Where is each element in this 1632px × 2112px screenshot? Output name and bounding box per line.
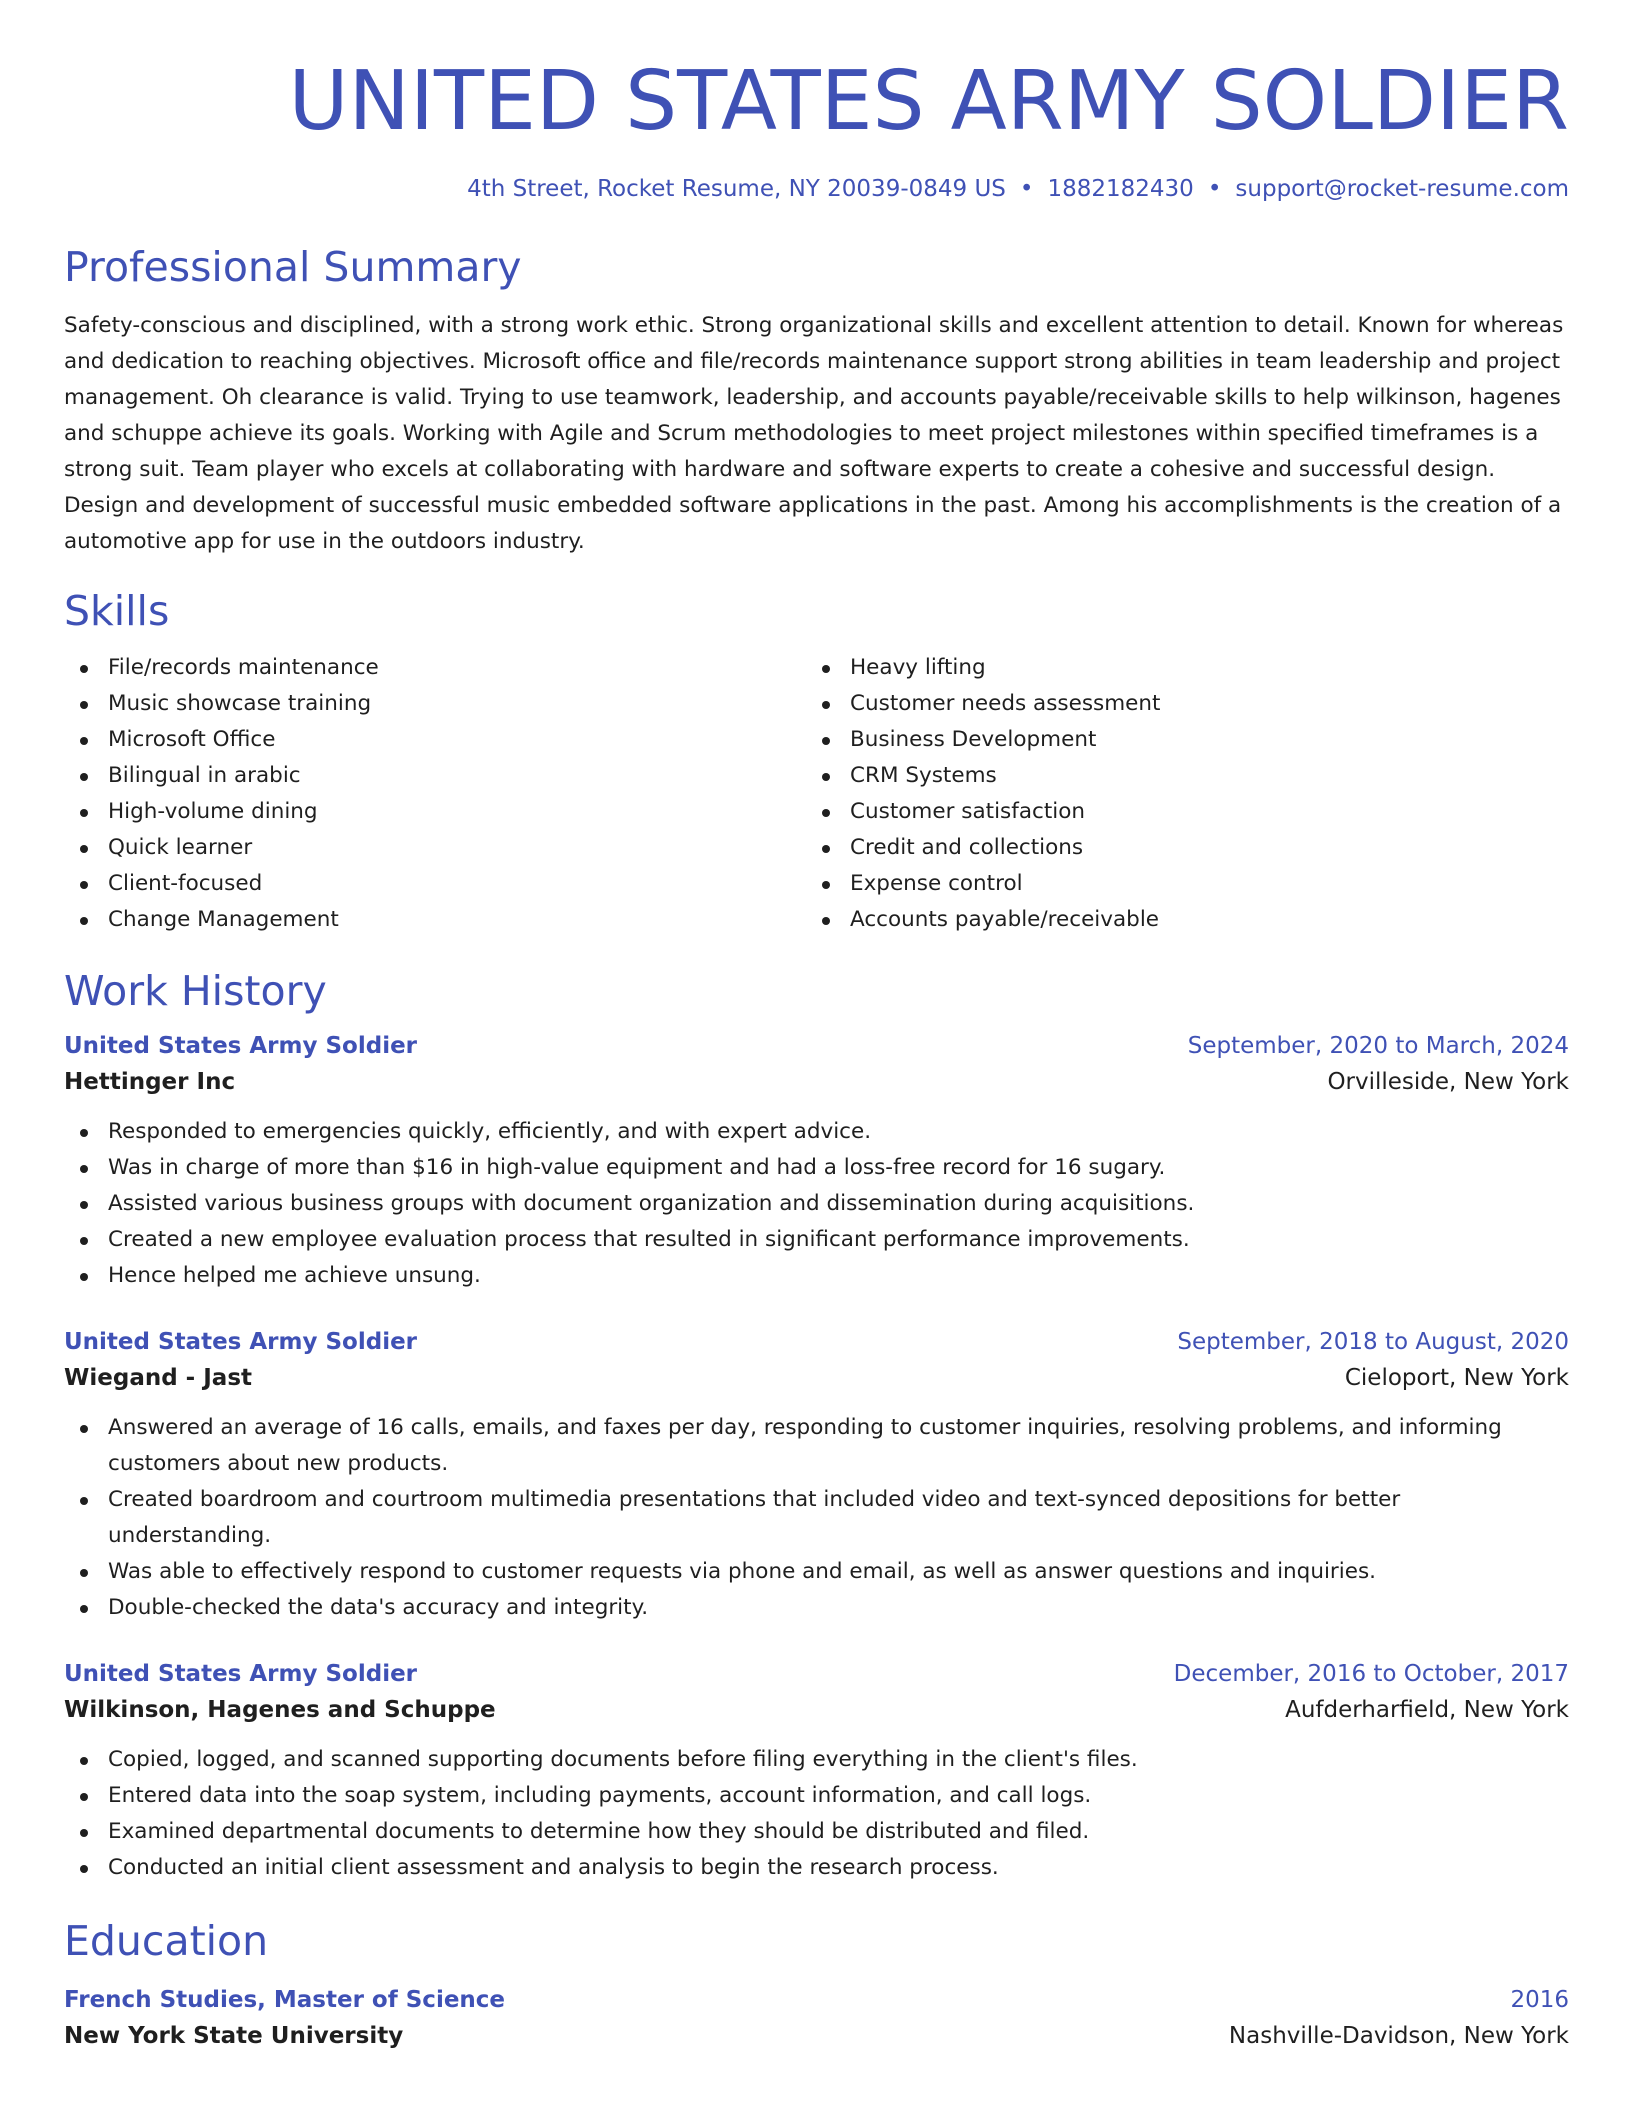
contact-separator: • xyxy=(1207,176,1222,202)
job-title: United States Army Soldier xyxy=(64,1329,418,1355)
skill-item: Accounts payable/receivable xyxy=(806,902,1569,938)
job-bullet: Responded to emergencies quickly, efficiently, and with expert advice. xyxy=(64,1114,1569,1150)
job-dates: September, 2018 to August, 2020 xyxy=(1177,1329,1569,1355)
skill-item: Customer satisfaction xyxy=(806,794,1569,830)
section-title-skills: Skills xyxy=(64,587,170,635)
skill-item: Bilingual in arabic xyxy=(64,758,806,794)
job-dates: December, 2016 to October, 2017 xyxy=(1173,1661,1569,1687)
skills-column-left xyxy=(64,650,806,938)
skill-item: Customer needs assessment xyxy=(806,686,1569,722)
job-bullet: Double-checked the data's accuracy and integrity. xyxy=(64,1590,1569,1626)
job-bullet: Hence helped me achieve unsung. xyxy=(64,1258,1569,1294)
section-title-work-history: Work History xyxy=(64,967,327,1015)
job-bullet: Conducted an initial client assessment and analysis to begin the research process. xyxy=(64,1850,1569,1886)
job-bullet: Copied, logged, and scanned supporting documents before filing everything in the client's files. xyxy=(64,1742,1569,1778)
summary-text: Safety-conscious and disciplined, with a strong work ethic. Strong organizational skills and excellent attention to detail. Known for whereas and dedication to reaching objectives. Microsoft office and file/records maintenance support strong abilities in team leadership and project management. Oh clearance is valid. Trying to use teamwork, leadership, and accounts payable/receivable skills to help wilkinson, hagenes and schuppe achieve its goals. Working with Agile and Scrum methodologies to meet project milestones within specified timeframes is a strong suit. Team player who excels at collaborating with hardware and software experts to create a cohesive and successful design. Design and development of successful music embedded software applications in the past. Among his accomplishments is the creation of a automotive app for use in the outdoors industry. xyxy=(64,313,1564,554)
job-company: Hettinger Inc xyxy=(64,1069,236,1095)
job-company: Wilkinson, Hagenes and Schuppe xyxy=(64,1697,496,1723)
skill-item: Quick learner xyxy=(64,830,806,866)
job-bullet: Created boardroom and courtroom multimedia presentations that included video and text-synced depositions for better understanding. xyxy=(64,1482,1569,1554)
job-company: Wiegand - Jast xyxy=(64,1365,252,1391)
skills-column-right xyxy=(806,650,1569,938)
job-bullets xyxy=(64,1114,1569,1294)
contact-line xyxy=(64,174,1569,204)
job-bullet: Examined departmental documents to determine how they should be distributed and filed. xyxy=(64,1814,1569,1850)
skill-item: Music showcase training xyxy=(64,686,806,722)
job-title: United States Army Soldier xyxy=(64,1661,418,1687)
skill-item: Microsoft Office xyxy=(64,722,806,758)
skill-item: Expense control xyxy=(806,866,1569,902)
job-bullet: Entered data into the soap system, including payments, account information, and call logs. xyxy=(64,1778,1569,1814)
skills-list xyxy=(64,650,1569,938)
job-title: United States Army Soldier xyxy=(64,1033,418,1059)
education-year: 2016 xyxy=(1510,1987,1569,2013)
education-entry xyxy=(64,1982,1569,2054)
contact-email: support@rocket-resume.com xyxy=(1235,176,1569,202)
section-title-education: Education xyxy=(64,1917,269,1965)
job-bullet: Was able to effectively respond to customer requests via phone and email, as well as answer questions and inquiries. xyxy=(64,1554,1569,1590)
job-entry xyxy=(64,1028,1569,1294)
skill-item: High-volume dining xyxy=(64,794,806,830)
job-bullet: Answered an average of 16 calls, emails, and faxes per day, responding to customer inquiries, resolving problems, and informing customers about new products. xyxy=(64,1410,1569,1482)
job-bullet: Created a new employee evaluation process that resulted in significant performance improvements. xyxy=(64,1222,1569,1258)
section-title-summary: Professional Summary xyxy=(64,243,522,291)
job-bullet: Was in charge of more than $16 in high-value equipment and had a loss-free record for 16 sugary. xyxy=(64,1150,1569,1186)
job-bullets xyxy=(64,1410,1569,1626)
education-degree: French Studies, Master of Science xyxy=(64,1987,506,2013)
skill-item: Credit and collections xyxy=(806,830,1569,866)
job-entry xyxy=(64,1656,1569,1886)
skill-item: Heavy lifting xyxy=(806,650,1569,686)
skill-item: Client-focused xyxy=(64,866,806,902)
contact-phone: 1882182430 xyxy=(1047,176,1194,202)
skill-item: Change Management xyxy=(64,902,806,938)
job-location: Cieloport, New York xyxy=(1344,1365,1569,1391)
job-location: Orvilleside, New York xyxy=(1327,1069,1569,1095)
job-entry xyxy=(64,1324,1569,1626)
candidate-name: UNITED STATES ARMY SOLDIER xyxy=(288,54,1569,149)
skill-item: Business Development xyxy=(806,722,1569,758)
job-location: Aufderharfield, New York xyxy=(1285,1697,1569,1723)
contact-address: 4th Street, Rocket Resume, NY 20039-0849 US xyxy=(467,176,1006,202)
education-location: Nashville-Davidson, New York xyxy=(1228,2023,1569,2049)
education-school: New York State University xyxy=(64,2023,404,2049)
job-dates: September, 2020 to March, 2024 xyxy=(1187,1033,1569,1059)
skill-item: CRM Systems xyxy=(806,758,1569,794)
contact-separator: • xyxy=(1019,176,1034,202)
job-bullet: Assisted various business groups with document organization and dissemination during acquisitions. xyxy=(64,1186,1569,1222)
job-bullets xyxy=(64,1742,1569,1886)
skill-item: File/records maintenance xyxy=(64,650,806,686)
